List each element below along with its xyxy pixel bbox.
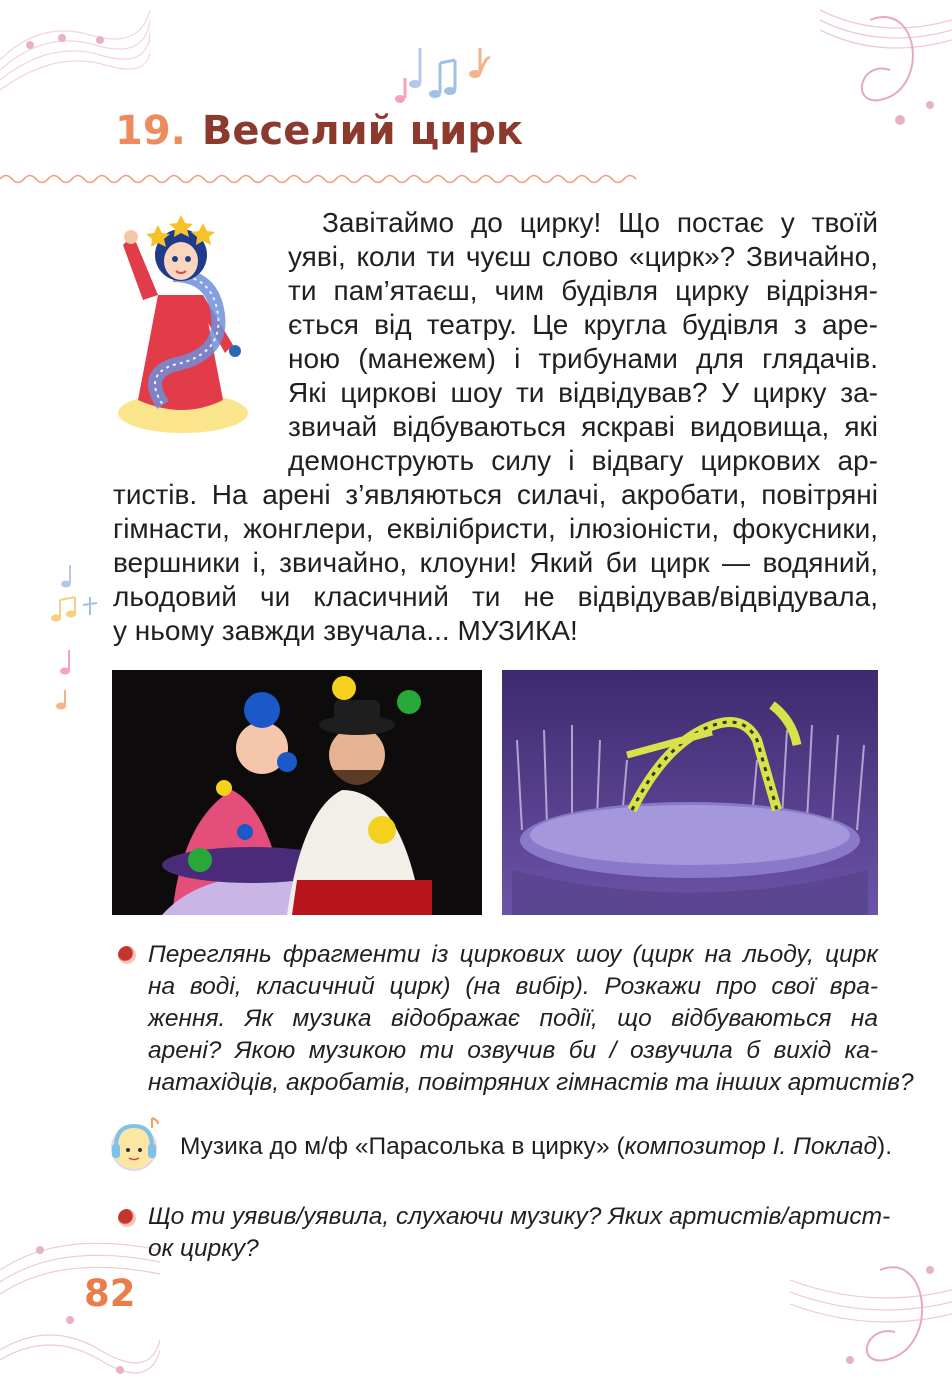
- body-line: гімнасти, жонглери, еквілібристи, ілюзіоністи, фокусники,: [113, 513, 878, 544]
- lesson-title: [115, 108, 523, 154]
- intro-line: ти пам’ятаєш, чим будівля цирку відрізня-: [288, 275, 878, 306]
- listening-suffix: ).: [877, 1133, 892, 1160]
- water-circus-photo: [502, 670, 878, 915]
- task-line: натахідців, акробатів, повітряних гімнастів та інших артистів?: [148, 1069, 914, 1096]
- task-line: арені? Якою музикою ти озвучив би / озвучила б вихід ка-: [148, 1037, 878, 1064]
- body-line: льодовий чи класичний ти не відвідував/відвідувала,: [113, 581, 878, 612]
- task-2: [148, 1201, 891, 1265]
- intro-line: Які циркові шоу ти відвідував? У цирку за-: [288, 377, 878, 408]
- task-line: Що ти уявив/уявила, слухаючи музику? Яких артистів/артист-: [148, 1203, 891, 1230]
- task-bullet-icon: [118, 946, 136, 964]
- music-notes-icon: [390, 38, 500, 108]
- page-number: 82: [84, 1272, 136, 1315]
- body-line: у ньому завжди звучала... МУЗИКА!: [113, 615, 578, 646]
- task-line: Переглянь фрагменти із циркових шоу (цирк на льоду, цирк: [148, 941, 878, 968]
- intro-line: звичай відбуваються яскраві видовища, які: [288, 411, 878, 442]
- task-line: ок цирку?: [148, 1235, 259, 1262]
- intro-line: уяві, коли ти чуєш слово «цирк»? Звичайно,: [288, 241, 878, 272]
- task-line: ження. Як музика відображає події, що відбуваються на: [148, 1005, 878, 1032]
- listening-composer: композитор І. Поклад: [624, 1133, 878, 1160]
- intro-line: Завітаймо до цирку! Що постає у твоїй: [322, 207, 878, 238]
- top-right-music-decoration: [800, 0, 952, 150]
- task-1: [148, 939, 914, 1099]
- music-fairy-illustration: [113, 205, 253, 435]
- listening-track: [180, 1133, 892, 1161]
- intro-line: ється від театру. Це кругла будівля з аре-: [288, 309, 878, 340]
- intro-paragraph: [288, 206, 878, 478]
- task-bullet-icon: [118, 1209, 136, 1227]
- listening-title: Музика до м/ф «Парасолька в цирку» (: [180, 1133, 625, 1160]
- intro-line: демонструють силу і відвагу циркових ар-: [288, 445, 878, 476]
- lesson-title-text: Веселий цирк: [201, 108, 524, 154]
- body-paragraph: [113, 478, 878, 648]
- title-wavy-underline: [0, 172, 640, 186]
- clowns-photo: [112, 670, 482, 915]
- body-line: вершники і, звичайно, клоуни! Який би цирк — водяний,: [113, 547, 878, 578]
- left-music-notes-icon: [45, 555, 105, 715]
- task-line: на воді, класичний цирк) (на вибір). Розкажи про свої вра-: [148, 973, 878, 1000]
- lesson-number: 19.: [115, 108, 186, 154]
- bottom-left-music-decoration: [0, 1210, 160, 1394]
- listening-headphones-icon: [108, 1112, 164, 1174]
- intro-line: ною (манежем) і трибунами для глядачів.: [288, 343, 878, 374]
- body-line: тистів. На арені з’являються силачі, акробати, повітряні: [113, 479, 878, 510]
- top-left-music-decoration: [0, 0, 150, 120]
